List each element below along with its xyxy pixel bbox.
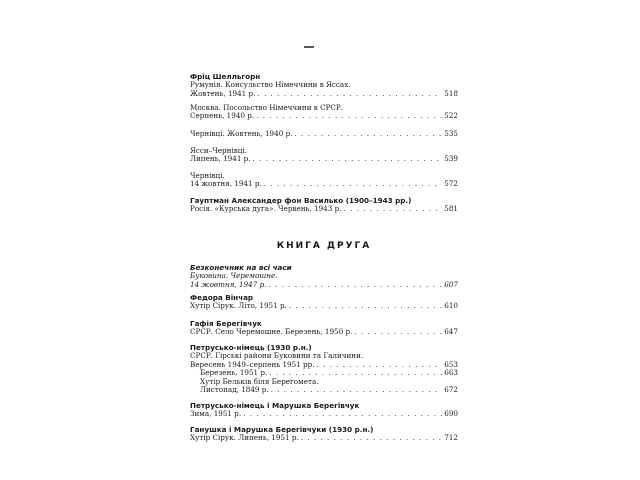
entry-line: 14 жовтня, 1947 р. . . . 607 bbox=[190, 281, 458, 289]
page-number: 663 bbox=[444, 368, 458, 378]
entry-line: Буковина. Черемошне. bbox=[190, 271, 278, 281]
entry-line: Росія. «Курська дуга». Червень, 1943 р. . . . 581 bbox=[190, 205, 458, 213]
entry-line: Чернівці. Жовтень, 1940 р. . . . 535 bbox=[190, 130, 458, 138]
toc-entry bbox=[190, 104, 458, 121]
page-number: 518 bbox=[444, 88, 458, 98]
toc-entry bbox=[190, 73, 458, 98]
entry-line: 14 жовтня, 1941 р. . . . 572 bbox=[190, 180, 458, 188]
toc-entry bbox=[190, 147, 458, 164]
toc-entry bbox=[190, 130, 458, 138]
entry-line: Березень, 1951 р. . . . 663 bbox=[190, 369, 458, 377]
page-number: 647 bbox=[444, 327, 458, 337]
toc-entry bbox=[190, 264, 458, 289]
entry-line: Вересень 1949–серпень 1951 рр. . . . 653 bbox=[190, 361, 458, 369]
page-number: 581 bbox=[444, 204, 458, 214]
entry-heading: Федора Вінчар bbox=[190, 293, 254, 302]
page-number: 610 bbox=[444, 301, 458, 311]
page-number: 539 bbox=[444, 154, 458, 164]
page-number: 607 bbox=[444, 279, 458, 289]
page-number: 672 bbox=[444, 384, 458, 394]
entry-line: СРСР. Гірські райони Буковини та Галичини. bbox=[190, 351, 364, 361]
entry-line: Хутір Сірук. Липень, 1951 р. . . . 712 bbox=[190, 434, 458, 442]
page-number: 535 bbox=[444, 129, 458, 138]
toc-entry bbox=[190, 197, 458, 214]
entry-line: СРСР. Село Черемошне. Березень, 1950 р. . . . 647 bbox=[190, 328, 458, 336]
page-number: 572 bbox=[444, 179, 458, 189]
toc-entry bbox=[190, 426, 458, 443]
page-number: 522 bbox=[444, 111, 458, 121]
entry-line: Хутір Сірук. Літо, 1951 р. . . . 610 bbox=[190, 302, 458, 310]
toc-entry bbox=[190, 172, 458, 189]
toc-entry bbox=[190, 294, 458, 311]
page-top-mark bbox=[304, 46, 314, 48]
entry-line: Ясси–Чернівці. bbox=[190, 146, 247, 155]
page-number: 690 bbox=[444, 409, 458, 419]
entry-line: Зима, 1951 р. . . . 690 bbox=[190, 410, 458, 418]
entry-line: Серпень, 1940 р. . . . 522 bbox=[190, 112, 458, 120]
entry-heading: Петрусько-німець і Марушка Берегівчук bbox=[190, 401, 360, 410]
toc-entry bbox=[190, 320, 458, 337]
page-number: 653 bbox=[444, 359, 458, 369]
entry-line: Липень, 1941 р. . . . 539 bbox=[190, 155, 458, 163]
entry-line: Румунія. Консульство Німеччини в Яссах. bbox=[190, 80, 351, 90]
entry-heading: Ганушка і Марушка Берегівчуки (1930 р.н.) bbox=[190, 425, 374, 434]
entry-heading: Безконечник на всі часи bbox=[190, 263, 292, 272]
entry-line: Хутір Бельків біля Берегомета. bbox=[200, 376, 319, 386]
entry-heading: Петрусько-німець (1930 р.н.) bbox=[190, 343, 312, 352]
entry-heading: Фріц Шелльгорн bbox=[190, 72, 261, 81]
entry-heading: Гафія Берегівчук bbox=[190, 319, 262, 328]
entry-heading: Гауптман Александер фон Василько (1900–1943 рр.) bbox=[190, 196, 412, 205]
entry-line: Жовтень, 1941 р. . . . 518 bbox=[190, 90, 458, 98]
page-number: 712 bbox=[444, 433, 458, 443]
entry-line: Москва. Посольство Німеччини в СРСР. bbox=[190, 103, 344, 112]
entry-line: Листопад, 1849 р. . . . 672 bbox=[190, 386, 458, 394]
toc-entry bbox=[190, 402, 458, 419]
toc-entry bbox=[190, 344, 458, 394]
entry-line: Чернівці. bbox=[190, 171, 225, 180]
book-two-title: КНИГА ДРУГА bbox=[276, 241, 372, 251]
